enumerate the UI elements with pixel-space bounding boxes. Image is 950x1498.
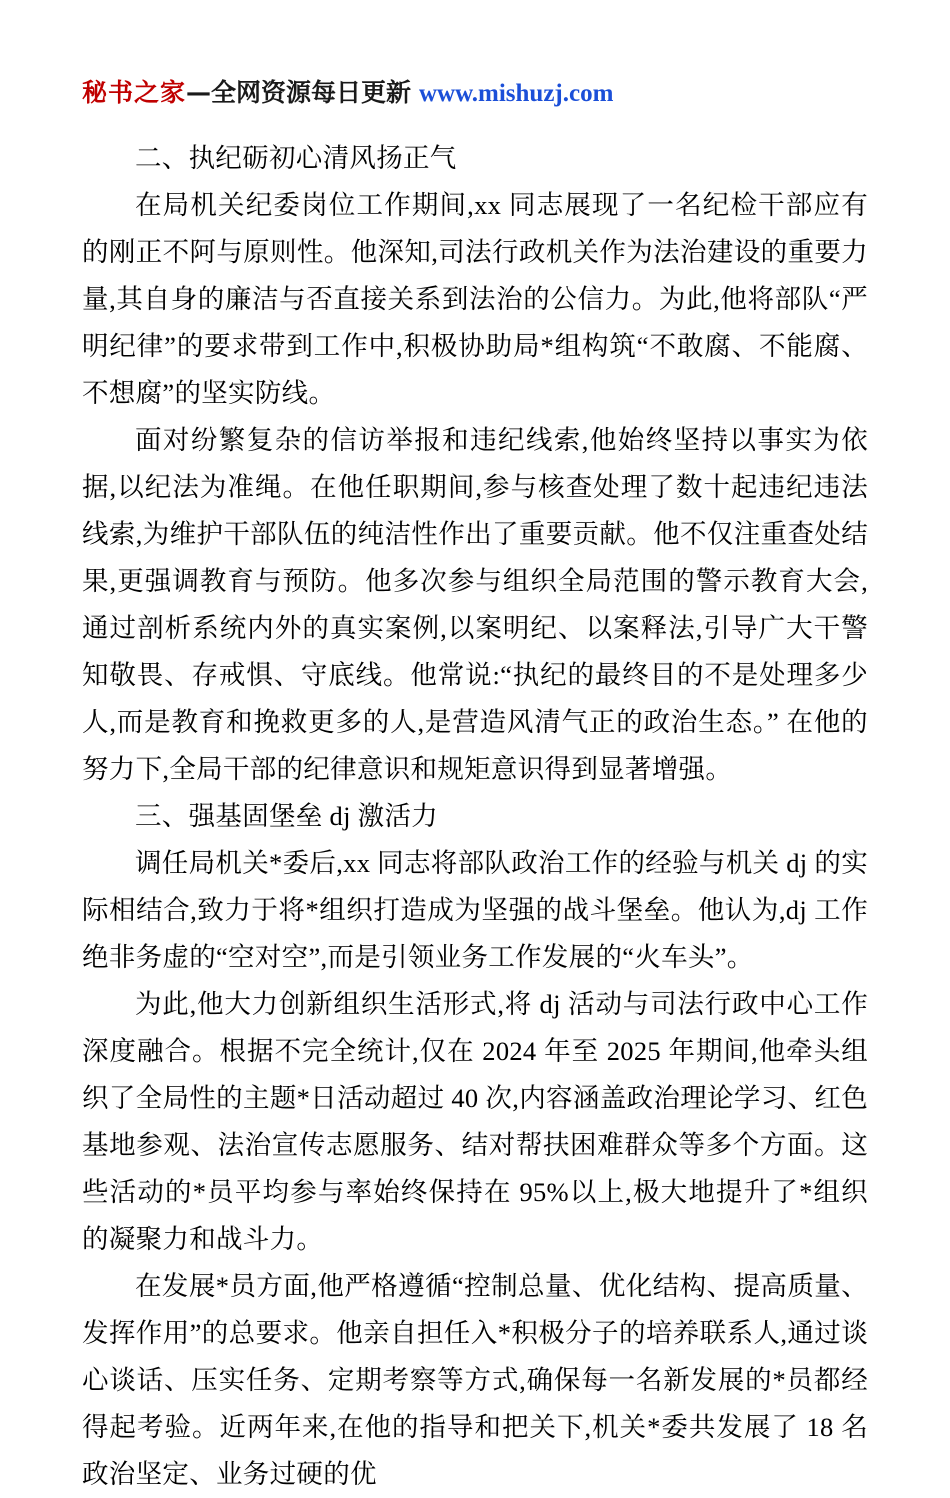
paragraph: 调任局机关*委后,xx 同志将部队政治工作的经验与机关 dj 的实际相结合,致力于将*组织打造成为坚强的战斗堡垒。他认为,dj 工作绝非务虚的“空对空”,而是引领业务工作发展的“火车头”。 xyxy=(82,848,868,972)
paragraph: 面对纷繁复杂的信访举报和违纪线索,他始终坚持以事实为依据,以纪法为准绳。在他任职期间,参与核查处理了数十起违纪违法线索,为维护干部队伍的纯洁性作出了重要贡献。他不仅注重查处结果,更强调教育与预防。他多次参与组织全局范围的警示教育大会,通过剖析系统内外的真实案例,以案明纪、以案释法,引导广大干警知敬畏、存戒惧、守底线。他常说:“执纪的最终目的不是处理多少人,而是教育和挽救更多的人,是营造风清气正的政治生态。” 在他的努力下,全局干部的纪律意识和规矩意识得到显著增强。 xyxy=(82,425,868,784)
document-body xyxy=(82,135,868,1498)
document-page xyxy=(0,78,950,1489)
watermark-tagline: —全网资源每日更新 xyxy=(186,78,412,107)
paragraph: 在发展*员方面,他严格遵循“控制总量、优化结构、提高质量、发挥作用”的总要求。他亲自担任入*积极分子的培养联系人,通过谈心谈话、压实任务、定期考察等方式,确保每一名新发展的*员都经得起考验。近两年来,在他的指导和把关下,机关*委共发展了 18 名政治坚定、业务过硬的优 xyxy=(82,1271,868,1489)
watermark-url[interactable]: www.mishuzj.com xyxy=(418,80,614,107)
site-watermark xyxy=(82,78,868,109)
watermark-brand: 秘书之家 xyxy=(82,78,187,107)
section-heading-3: 三、强基固堡垒 dj 激活力 xyxy=(135,801,439,831)
section-heading-2: 二、执纪砺初心清风扬正气 xyxy=(135,143,457,173)
paragraph: 在局机关纪委岗位工作期间,xx 同志展现了一名纪检干部应有的刚正不阿与原则性。他深知,司法行政机关作为法治建设的重要力量,其自身的廉洁与否直接关系到法治的公信力。为此,他将部队“严明纪律”的要求带到工作中,积极协助局*组构筑“不敢腐、不能腐、不想腐”的坚实防线。 xyxy=(82,190,868,408)
paragraph: 为此,他大力创新组织生活形式,将 dj 活动与司法行政中心工作深度融合。根据不完全统计,仅在 2024 年至 2025 年期间,他牵头组织了全局性的主题*日活动超过 40 次,内容涵盖政治理论学习、红色基地参观、法治宣传志愿服务、结对帮扶困难群众等多个方面。这些活动的*员平均参与率始终保持在 95%以上,极大地提升了*组织的凝聚力和战斗力。 xyxy=(82,989,868,1254)
